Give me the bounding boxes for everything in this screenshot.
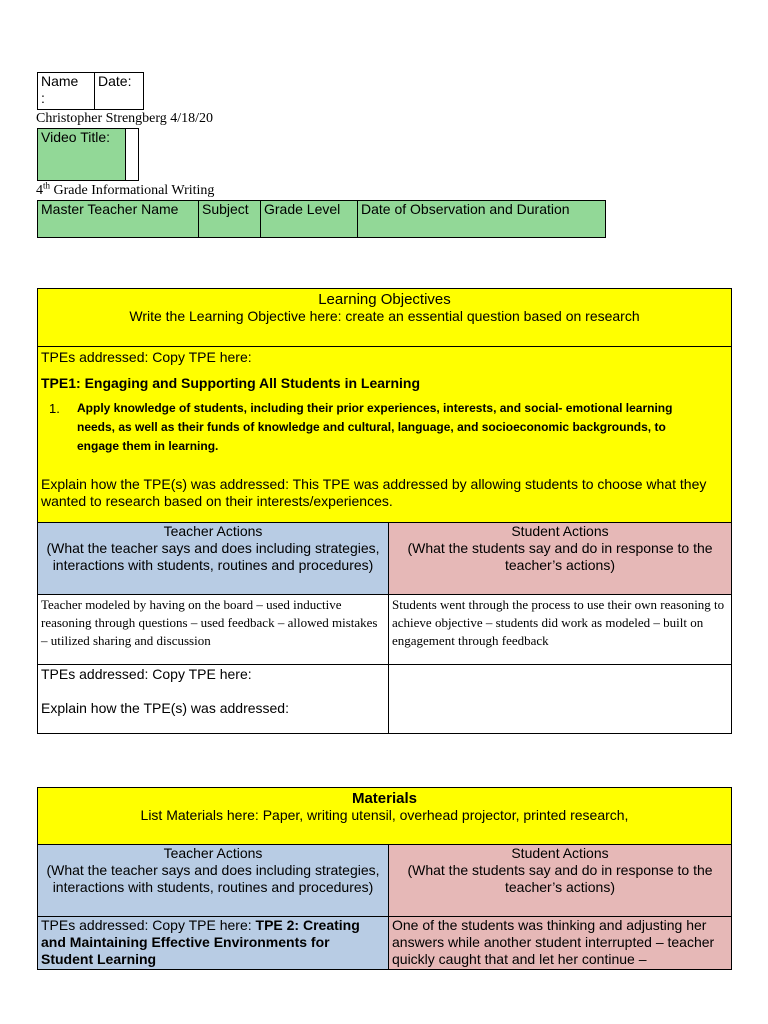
video-title-value: 4th Grade Informational Writing [36, 180, 215, 198]
materials-header [38, 788, 732, 845]
name-date-table [37, 72, 144, 110]
date-cell [95, 73, 144, 110]
materials-teacher-actions-desc: (What the teacher says and does including strategies, interactions with students, routines and procedures) [46, 862, 380, 895]
learning-objectives-header [38, 289, 732, 347]
materials-student-actions-header [389, 845, 732, 917]
tpe-title: TPE1: Engaging and Supporting All Students in Learning [41, 375, 421, 391]
teacher-actions-header [38, 523, 389, 595]
teacher-observation: Teacher modeled by having on the board – used inductive reasoning through questions – used feedback – allowed mistakes – utilized sharing and discussion [38, 595, 389, 665]
date-label: Date: [98, 73, 132, 89]
learning-objectives-instruction: Write the Learning Objective here: create an essential question based on research [129, 308, 640, 324]
tpe-label-2: TPEs addressed: Copy TPE here: [41, 666, 252, 682]
materials-student-actions-title: Student Actions [511, 845, 609, 861]
learning-objectives-table [37, 288, 732, 734]
student-actions-header [389, 523, 732, 595]
materials-instruction: List Materials here: Paper, writing utensil, overhead projector, printed research, [140, 807, 629, 823]
tpe-list-item [41, 399, 728, 456]
materials-tpe-cell [38, 917, 389, 970]
video-title-label: Video Title: [38, 129, 126, 181]
tpe-addressed-blank [389, 665, 732, 734]
tpe-addressed-cell-2 [38, 665, 389, 734]
observation-info-table [37, 200, 606, 238]
materials-teacher-actions-header [38, 845, 389, 917]
student-actions-title: Student Actions [511, 523, 609, 539]
materials-student-actions-desc-2: teacher’s actions) [505, 879, 615, 895]
teacher-actions-desc: (What the teacher says and does including strategies, interactions with students, routines and procedures) [46, 540, 380, 573]
materials-tpe-bold: TPE 2: Creating and Maintaining Effective Environments for Student Learning [41, 917, 360, 967]
student-actions-desc-2: teacher’s actions) [505, 557, 615, 573]
materials-tpe-label: TPEs addressed: Copy TPE here: [41, 917, 256, 933]
materials-student-actions-desc-1: (What the students say and do in response to the [407, 862, 713, 878]
name-date-value: Christopher Strengberg 4/18/20 [36, 111, 214, 126]
date-duration-label: Date of Observation and Duration [358, 201, 606, 238]
student-observation: Students went through the process to use their own reasoning to achieve objective – students did work as modeled – built on engagement through feedback [389, 595, 732, 665]
student-actions-desc-1: (What the students say and do in response to the [407, 540, 713, 556]
learning-objectives-tpe-cell [38, 347, 732, 523]
materials-title: Materials [351, 790, 418, 807]
tpe-explain: Explain how the TPE(s) was addressed: This TPE was addressed by allowing students to choose what they wanted to research based on their interests/experiences. [41, 476, 707, 509]
name-cell [38, 73, 95, 110]
video-title-blank [126, 129, 139, 181]
materials-student-observation: One of the students was thinking and adjusting her answers while another student interrupted – teacher quickly caught that and let her continue – [389, 917, 732, 970]
materials-teacher-actions-title: Teacher Actions [163, 845, 263, 861]
tpe-item-number: 1. [49, 401, 60, 416]
subject-label: Subject [199, 201, 261, 238]
video-title-table [37, 128, 139, 181]
tpe-explain-2: Explain how the TPE(s) was addressed: [41, 700, 289, 716]
tpe-label: TPEs addressed: Copy TPE here: [41, 349, 252, 365]
tpe-item-text: Apply knowledge of students, including their prior experiences, interests, and social- emotional learning needs, as well as their funds of knowledge and cultural, language, and socioeconomic backgrounds, to engage them in learning. [77, 401, 673, 453]
teacher-actions-title: Teacher Actions [163, 523, 263, 539]
materials-table [37, 787, 732, 970]
learning-objectives-title: Learning Objectives [318, 291, 451, 308]
name-colon: : [41, 90, 45, 106]
master-teacher-label: Master Teacher Name [38, 201, 199, 238]
name-label: Name [41, 73, 79, 89]
grade-level-label: Grade Level [261, 201, 358, 238]
